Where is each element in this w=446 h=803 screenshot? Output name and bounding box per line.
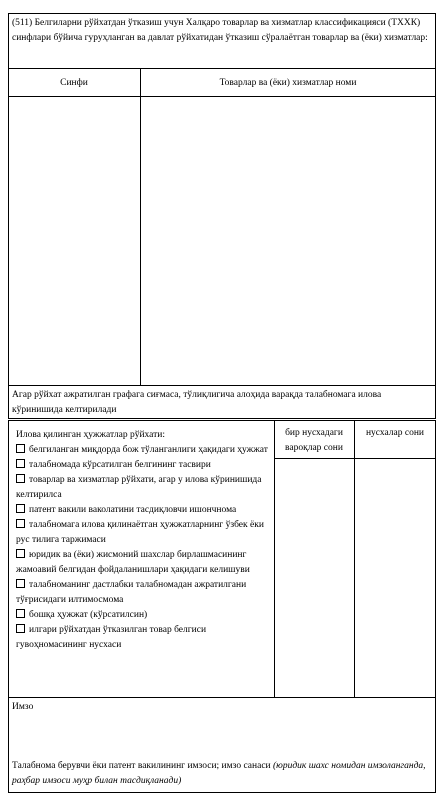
checkbox-icon[interactable]: [16, 579, 25, 588]
doc-item-translation: талабномага илова қилинаётган ҳужжатларнинг ўзбек ёки рус тилига таржимаси: [16, 520, 264, 545]
signature-label: Имзо: [12, 702, 34, 712]
attached-docs-heading: Илова қилинган ҳужжатлар рўйхати:: [16, 430, 166, 440]
signature-note: [12, 759, 434, 788]
attached-docs-divider-2: [354, 420, 355, 698]
attached-docs-divider-1: [274, 420, 275, 698]
doc-item-goods-list: товарлар ва хизматлар рўйхати, агар у илова кўринишида келтирилса: [16, 475, 262, 500]
goods-name-header: Товарлар ва (ёки) хизматлар номи: [219, 78, 357, 88]
signature-note-text: Талабнома берувчи ёки патент вакилининг имзоси; имзо санаси: [12, 761, 271, 771]
goods-class-header: Синфи: [60, 78, 88, 88]
checkbox-icon[interactable]: [16, 519, 25, 528]
signature-note-italic: (юридик шахс номидан имзоланганда, раҳбар имзоси муҳр билан тасдиқланади): [12, 761, 426, 786]
doc-item-fee: белгиланган миқдорда бож тўланганлиги ҳақидаги ҳужжат: [16, 443, 274, 458]
doc-item-collective-agreement: юридик ва (ёки) жисмоний шахслар бирлашмасининг жамоавий белгидан фойдаланишлари ҳақидаги келишуви: [16, 550, 250, 575]
goods-class-cell[interactable]: [9, 97, 139, 385]
doc-item-certificate-copy: илгари рўйхатдан ўтказилган товар белгиси гувоҳномасининг нусхаси: [16, 625, 207, 650]
checkbox-icon[interactable]: [16, 624, 25, 633]
checkbox-icon[interactable]: [16, 474, 25, 483]
copies-count-header: нусхалар сони: [365, 428, 425, 438]
attached-docs-header-divider: [274, 458, 436, 459]
doc-item-mark-image: талабномада кўрсатилган белгининг тасвири: [16, 458, 274, 473]
goods-name-cell[interactable]: [141, 97, 435, 385]
checkbox-icon[interactable]: [16, 444, 25, 453]
sheets-per-copy-header: бир нусхадаги вароқлар сони: [285, 428, 343, 453]
overflow-note: Агар рўйхат ажратилган графага сиғмаса, тўлиқлигича алоҳида варақда талабномага илова кўринишида келтирилади: [12, 390, 382, 415]
doc-item-other: бошқа ҳужжат (кўрсатилсин): [16, 608, 274, 623]
doc-item-power-of-attorney: патент вакили ваколатини тасдиқловчи ишончнома: [16, 503, 274, 518]
signature-field[interactable]: [12, 716, 432, 756]
attached-docs-list: [16, 428, 274, 653]
doc-item-division-request: талабноманинг дастлабки талабномадан ажратилгани тўғрисидаги илтимосмома: [16, 580, 247, 605]
checkbox-icon[interactable]: [16, 459, 25, 468]
checkbox-icon[interactable]: [16, 504, 25, 513]
checkbox-icon[interactable]: [16, 549, 25, 558]
checkbox-icon[interactable]: [16, 609, 25, 618]
section-511-text: (511) Белгиларни рўйхатдан ўтказиш учун Халқаро товарлар ва хизматлар классификацияси (ТХХК) синфлари бўйича гуруҳланган ва давлат рўйхатидан ўтказиш сўралаётган товарлар ва (ёки) хизматлар:: [12, 18, 428, 43]
